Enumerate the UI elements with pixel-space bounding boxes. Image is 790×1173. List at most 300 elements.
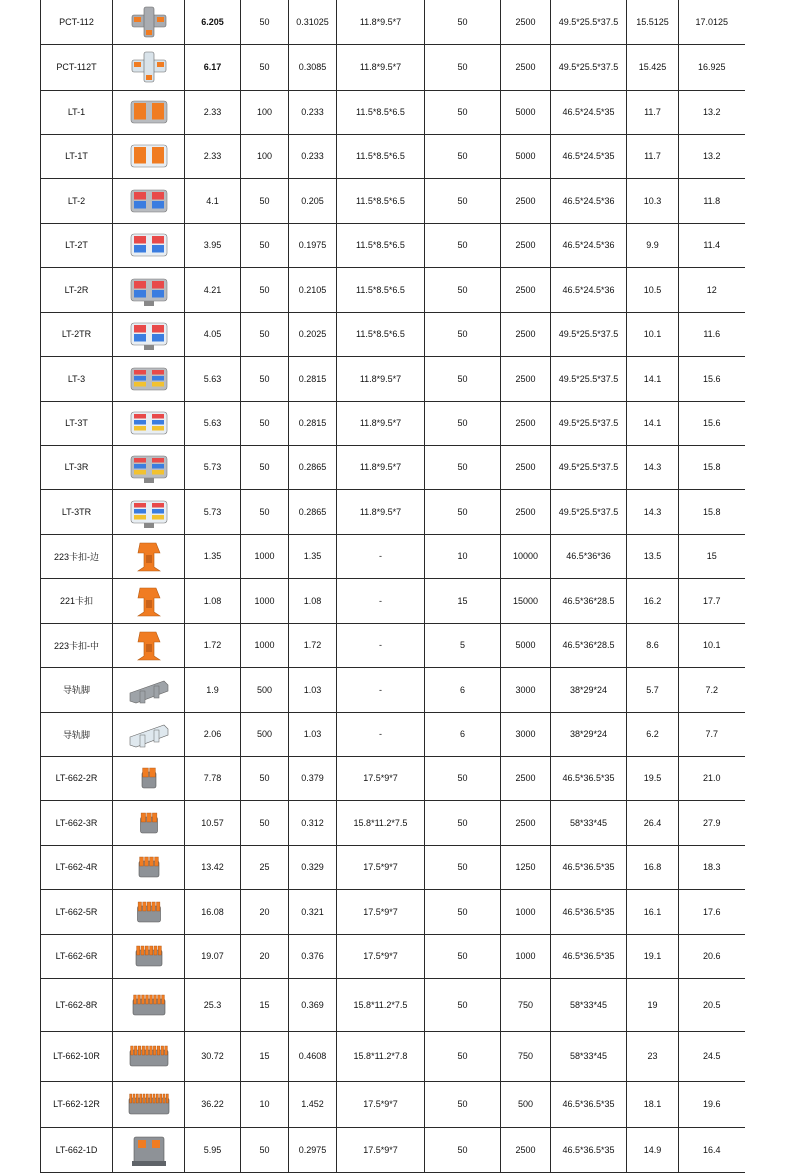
inner-qty-cell: 50 [425, 312, 501, 356]
carton-pcs-cell: 15000 [501, 578, 551, 623]
model-cell: LT-1 [41, 90, 113, 134]
gross-weight-cell: 16.925 [679, 44, 745, 90]
inner-qty-cell: 50 [425, 934, 501, 978]
pack-qty-cell: 100 [241, 134, 289, 178]
product-size-cell: 11.8*9.5*7 [337, 445, 425, 489]
product-spec-table [40, 0, 745, 1173]
carton-size-cell: 46.5*36.5*35 [551, 1081, 627, 1127]
pack-weight-cell: 0.379 [289, 756, 337, 800]
product-image-cell [113, 934, 185, 978]
pack-qty-cell: 500 [241, 712, 289, 756]
table-row [41, 267, 745, 312]
unit-weight-cell: 19.07 [185, 934, 241, 978]
table-row [41, 623, 745, 667]
inner-qty-cell: 50 [425, 267, 501, 312]
product-image-cell [113, 756, 185, 800]
product-image-cell [113, 800, 185, 845]
pack-qty-cell: 1000 [241, 578, 289, 623]
inline-3-clear-rail-icon [126, 493, 172, 531]
table-row [41, 845, 745, 889]
gross-weight-cell: 18.3 [679, 845, 745, 889]
net-weight-cell: 19.5 [627, 756, 679, 800]
carton-size-cell: 46.5*36*36 [551, 534, 627, 578]
carton-pcs-cell: 2500 [501, 267, 551, 312]
carton-pcs-cell: 10000 [501, 534, 551, 578]
net-weight-cell: 9.9 [627, 223, 679, 267]
carton-size-cell: 58*33*45 [551, 800, 627, 845]
gross-weight-cell: 12 [679, 267, 745, 312]
product-image-cell [113, 0, 185, 44]
product-image-cell [113, 1127, 185, 1172]
inner-qty-cell: 50 [425, 978, 501, 1031]
pack-weight-cell: 0.2865 [289, 489, 337, 534]
pack-qty-cell: 10 [241, 1081, 289, 1127]
unit-weight-cell: 6.17 [185, 44, 241, 90]
unit-weight-cell: 2.33 [185, 90, 241, 134]
carton-size-cell: 58*33*45 [551, 1031, 627, 1081]
unit-weight-cell: 6.205 [185, 0, 241, 44]
pack-qty-cell: 1000 [241, 623, 289, 667]
pack-weight-cell: 0.3085 [289, 44, 337, 90]
product-size-cell: 11.5*8.5*6.5 [337, 267, 425, 312]
pack-weight-cell: 0.4608 [289, 1031, 337, 1081]
model-cell: LT-3 [41, 356, 113, 401]
unit-weight-cell: 1.08 [185, 578, 241, 623]
net-weight-cell: 10.1 [627, 312, 679, 356]
inline-1-clear-icon [126, 137, 172, 175]
pack-weight-cell: 0.376 [289, 934, 337, 978]
pack-qty-cell: 20 [241, 934, 289, 978]
pack-weight-cell: 0.369 [289, 978, 337, 1031]
gross-weight-cell: 27.9 [679, 800, 745, 845]
model-cell: LT-3TR [41, 489, 113, 534]
pack-qty-cell: 100 [241, 90, 289, 134]
product-size-cell: - [337, 712, 425, 756]
pack-weight-cell: 0.2815 [289, 401, 337, 445]
product-size-cell: 11.5*8.5*6.5 [337, 223, 425, 267]
gross-weight-cell: 20.6 [679, 934, 745, 978]
lever-12-icon [126, 1085, 172, 1123]
inner-qty-cell: 50 [425, 1127, 501, 1172]
inner-qty-cell: 50 [425, 401, 501, 445]
unit-weight-cell: 16.08 [185, 889, 241, 934]
inline-2-icon [126, 182, 172, 220]
table-row [41, 134, 745, 178]
carton-size-cell: 46.5*24.5*36 [551, 267, 627, 312]
carton-pcs-cell: 2500 [501, 312, 551, 356]
net-weight-cell: 18.1 [627, 1081, 679, 1127]
product-image-cell [113, 90, 185, 134]
net-weight-cell: 14.1 [627, 401, 679, 445]
unit-weight-cell: 3.95 [185, 223, 241, 267]
pack-weight-cell: 0.233 [289, 90, 337, 134]
inner-qty-cell: 50 [425, 800, 501, 845]
model-cell: LT-3R [41, 445, 113, 489]
table-row [41, 756, 745, 800]
pack-weight-cell: 1.03 [289, 712, 337, 756]
pack-qty-cell: 50 [241, 44, 289, 90]
carton-pcs-cell: 5000 [501, 623, 551, 667]
net-weight-cell: 23 [627, 1031, 679, 1081]
table-row [41, 578, 745, 623]
product-size-cell: 11.8*9.5*7 [337, 489, 425, 534]
table-row [41, 1127, 745, 1172]
unit-weight-cell: 2.33 [185, 134, 241, 178]
table-row [41, 312, 745, 356]
net-weight-cell: 16.8 [627, 845, 679, 889]
unit-weight-cell: 1.9 [185, 667, 241, 712]
unit-weight-cell: 5.95 [185, 1127, 241, 1172]
table-row [41, 44, 745, 90]
model-cell: LT-2 [41, 178, 113, 223]
pack-qty-cell: 50 [241, 312, 289, 356]
product-size-cell: 17.5*9*7 [337, 1127, 425, 1172]
pack-weight-cell: 1.35 [289, 534, 337, 578]
gross-weight-cell: 10.1 [679, 623, 745, 667]
model-cell: LT-2T [41, 223, 113, 267]
net-weight-cell: 14.3 [627, 489, 679, 534]
net-weight-cell: 26.4 [627, 800, 679, 845]
pack-weight-cell: 1.03 [289, 667, 337, 712]
net-weight-cell: 10.3 [627, 178, 679, 223]
product-image-cell [113, 623, 185, 667]
product-size-cell: 15.8*11.2*7.5 [337, 800, 425, 845]
lever-10-icon [126, 1037, 172, 1075]
net-weight-cell: 16.1 [627, 889, 679, 934]
model-cell: LT-662-12R [41, 1081, 113, 1127]
net-weight-cell: 16.2 [627, 578, 679, 623]
model-cell: LT-662-6R [41, 934, 113, 978]
model-cell: LT-662-8R [41, 978, 113, 1031]
carton-size-cell: 46.5*36.5*35 [551, 934, 627, 978]
carton-size-cell: 49.5*25.5*37.5 [551, 489, 627, 534]
inline-1-icon [126, 93, 172, 131]
net-weight-cell: 6.2 [627, 712, 679, 756]
table-body [41, 0, 745, 1172]
carton-size-cell: 46.5*36.5*35 [551, 1127, 627, 1172]
model-cell: PCT-112 [41, 0, 113, 44]
gross-weight-cell: 15.8 [679, 489, 745, 534]
carton-size-cell: 49.5*25.5*37.5 [551, 44, 627, 90]
product-image-cell [113, 578, 185, 623]
gross-weight-cell: 20.5 [679, 978, 745, 1031]
inner-qty-cell: 50 [425, 845, 501, 889]
carton-pcs-cell: 2500 [501, 756, 551, 800]
gross-weight-cell: 7.2 [679, 667, 745, 712]
product-image-cell [113, 312, 185, 356]
table-row [41, 223, 745, 267]
table-row [41, 800, 745, 845]
gross-weight-cell: 21.0 [679, 756, 745, 800]
net-weight-cell: 14.1 [627, 356, 679, 401]
table-row [41, 534, 745, 578]
t-connector-clear-icon [126, 48, 172, 86]
table-row [41, 401, 745, 445]
carton-pcs-cell: 2500 [501, 489, 551, 534]
gross-weight-cell: 19.6 [679, 1081, 745, 1127]
pack-weight-cell: 1.72 [289, 623, 337, 667]
model-cell: LT-662-4R [41, 845, 113, 889]
table-row [41, 445, 745, 489]
carton-size-cell: 38*29*24 [551, 712, 627, 756]
pack-qty-cell: 15 [241, 1031, 289, 1081]
carton-pcs-cell: 2500 [501, 44, 551, 90]
pack-qty-cell: 50 [241, 800, 289, 845]
pack-weight-cell: 1.08 [289, 578, 337, 623]
product-image-cell [113, 356, 185, 401]
inner-qty-cell: 6 [425, 712, 501, 756]
net-weight-cell: 14.9 [627, 1127, 679, 1172]
model-cell: 221卡扣 [41, 578, 113, 623]
gross-weight-cell: 7.7 [679, 712, 745, 756]
pack-weight-cell: 0.2025 [289, 312, 337, 356]
carton-size-cell: 49.5*25.5*37.5 [551, 0, 627, 44]
unit-weight-cell: 7.78 [185, 756, 241, 800]
inner-qty-cell: 50 [425, 756, 501, 800]
model-cell: 223卡扣-中 [41, 623, 113, 667]
gross-weight-cell: 17.0125 [679, 0, 745, 44]
product-size-cell: 15.8*11.2*7.8 [337, 1031, 425, 1081]
pack-qty-cell: 50 [241, 1127, 289, 1172]
unit-weight-cell: 1.72 [185, 623, 241, 667]
clip-orange-icon [126, 537, 172, 575]
product-image-cell [113, 223, 185, 267]
product-size-cell: 11.5*8.5*6.5 [337, 134, 425, 178]
net-weight-cell: 5.7 [627, 667, 679, 712]
unit-weight-cell: 5.63 [185, 401, 241, 445]
model-cell: LT-2R [41, 267, 113, 312]
product-image-cell [113, 134, 185, 178]
pack-qty-cell: 50 [241, 356, 289, 401]
table-row [41, 178, 745, 223]
product-image-cell [113, 667, 185, 712]
product-size-cell: 11.5*8.5*6.5 [337, 312, 425, 356]
pack-qty-cell: 500 [241, 667, 289, 712]
product-size-cell: - [337, 623, 425, 667]
carton-pcs-cell: 3000 [501, 667, 551, 712]
rail-foot-grey-icon [126, 671, 172, 709]
inner-qty-cell: 15 [425, 578, 501, 623]
product-size-cell: - [337, 534, 425, 578]
table-row [41, 1031, 745, 1081]
pack-weight-cell: 1.452 [289, 1081, 337, 1127]
lever-3-icon [126, 804, 172, 842]
pack-weight-cell: 0.1975 [289, 223, 337, 267]
table-row [41, 90, 745, 134]
pack-weight-cell: 0.205 [289, 178, 337, 223]
product-image-cell [113, 1081, 185, 1127]
inline-2-rail-icon [126, 271, 172, 309]
inline-2-clear-icon [126, 226, 172, 264]
table-row [41, 0, 745, 44]
product-image-cell [113, 845, 185, 889]
model-cell: 导轨脚 [41, 712, 113, 756]
inner-qty-cell: 6 [425, 667, 501, 712]
inner-qty-cell: 50 [425, 1081, 501, 1127]
inner-qty-cell: 50 [425, 90, 501, 134]
product-image-cell [113, 534, 185, 578]
model-cell: 223卡扣-边 [41, 534, 113, 578]
carton-pcs-cell: 5000 [501, 90, 551, 134]
product-size-cell: 17.5*9*7 [337, 1081, 425, 1127]
inner-qty-cell: 50 [425, 1031, 501, 1081]
model-cell: LT-2TR [41, 312, 113, 356]
gross-weight-cell: 13.2 [679, 90, 745, 134]
gross-weight-cell: 15.6 [679, 356, 745, 401]
model-cell: LT-662-1D [41, 1127, 113, 1172]
pack-weight-cell: 0.329 [289, 845, 337, 889]
product-image-cell [113, 267, 185, 312]
carton-pcs-cell: 500 [501, 1081, 551, 1127]
carton-size-cell: 46.5*36.5*35 [551, 889, 627, 934]
model-cell: PCT-112T [41, 44, 113, 90]
carton-pcs-cell: 2500 [501, 178, 551, 223]
pack-qty-cell: 50 [241, 756, 289, 800]
pack-qty-cell: 1000 [241, 534, 289, 578]
pack-weight-cell: 0.31025 [289, 0, 337, 44]
carton-pcs-cell: 750 [501, 978, 551, 1031]
carton-pcs-cell: 2500 [501, 445, 551, 489]
model-cell: 导轨脚 [41, 667, 113, 712]
lever-6-icon [126, 937, 172, 975]
table-row [41, 934, 745, 978]
pack-weight-cell: 0.321 [289, 889, 337, 934]
carton-size-cell: 49.5*25.5*37.5 [551, 445, 627, 489]
product-size-cell: 11.8*9.5*7 [337, 44, 425, 90]
inner-qty-cell: 50 [425, 178, 501, 223]
net-weight-cell: 10.5 [627, 267, 679, 312]
table-row [41, 712, 745, 756]
carton-pcs-cell: 2500 [501, 401, 551, 445]
product-size-cell: - [337, 667, 425, 712]
carton-pcs-cell: 2500 [501, 356, 551, 401]
lever-5-icon [126, 893, 172, 931]
table-row [41, 667, 745, 712]
inner-qty-cell: 50 [425, 134, 501, 178]
product-image-cell [113, 712, 185, 756]
inline-2-clear-rail-icon [126, 315, 172, 353]
net-weight-cell: 13.5 [627, 534, 679, 578]
product-size-cell: 11.5*8.5*6.5 [337, 178, 425, 223]
pack-qty-cell: 50 [241, 178, 289, 223]
gross-weight-cell: 16.4 [679, 1127, 745, 1172]
pack-weight-cell: 0.233 [289, 134, 337, 178]
pack-qty-cell: 50 [241, 267, 289, 312]
inner-qty-cell: 50 [425, 445, 501, 489]
unit-weight-cell: 5.73 [185, 445, 241, 489]
net-weight-cell: 11.7 [627, 134, 679, 178]
unit-weight-cell: 25.3 [185, 978, 241, 1031]
unit-weight-cell: 4.21 [185, 267, 241, 312]
unit-weight-cell: 5.63 [185, 356, 241, 401]
lever-8-icon [126, 986, 172, 1024]
product-size-cell: 15.8*11.2*7.5 [337, 978, 425, 1031]
pack-weight-cell: 0.312 [289, 800, 337, 845]
unit-weight-cell: 30.72 [185, 1031, 241, 1081]
product-image-cell [113, 445, 185, 489]
inner-qty-cell: 10 [425, 534, 501, 578]
gross-weight-cell: 15 [679, 534, 745, 578]
pack-qty-cell: 50 [241, 489, 289, 534]
carton-pcs-cell: 2500 [501, 1127, 551, 1172]
net-weight-cell: 19.1 [627, 934, 679, 978]
model-cell: LT-662-5R [41, 889, 113, 934]
product-size-cell: 17.5*9*7 [337, 845, 425, 889]
table-row [41, 978, 745, 1031]
lever-2-icon [126, 759, 172, 797]
carton-size-cell: 46.5*24.5*36 [551, 178, 627, 223]
product-size-cell: 17.5*9*7 [337, 889, 425, 934]
model-cell: LT-662-10R [41, 1031, 113, 1081]
unit-weight-cell: 10.57 [185, 800, 241, 845]
inner-qty-cell: 5 [425, 623, 501, 667]
unit-weight-cell: 1.35 [185, 534, 241, 578]
clip-orange-3-icon [126, 626, 172, 664]
carton-size-cell: 46.5*24.5*36 [551, 223, 627, 267]
carton-pcs-cell: 1000 [501, 889, 551, 934]
product-image-cell [113, 178, 185, 223]
product-size-cell: 11.5*8.5*6.5 [337, 90, 425, 134]
gross-weight-cell: 11.4 [679, 223, 745, 267]
pack-qty-cell: 50 [241, 0, 289, 44]
t-connector-orange-icon [126, 3, 172, 41]
model-cell: LT-1T [41, 134, 113, 178]
net-weight-cell: 15.425 [627, 44, 679, 90]
inline-3-clear-icon [126, 404, 172, 442]
model-cell: LT-3T [41, 401, 113, 445]
carton-pcs-cell: 2500 [501, 223, 551, 267]
unit-weight-cell: 4.1 [185, 178, 241, 223]
net-weight-cell: 15.5125 [627, 0, 679, 44]
unit-weight-cell: 13.42 [185, 845, 241, 889]
unit-weight-cell: 5.73 [185, 489, 241, 534]
inner-qty-cell: 50 [425, 489, 501, 534]
table-row [41, 489, 745, 534]
product-size-cell: 17.5*9*7 [337, 934, 425, 978]
unit-weight-cell: 2.06 [185, 712, 241, 756]
carton-pcs-cell: 5000 [501, 134, 551, 178]
product-image-cell [113, 1031, 185, 1081]
carton-pcs-cell: 1250 [501, 845, 551, 889]
table-row [41, 889, 745, 934]
inline-3-rail-icon [126, 448, 172, 486]
product-image-cell [113, 489, 185, 534]
carton-pcs-cell: 2500 [501, 800, 551, 845]
net-weight-cell: 14.3 [627, 445, 679, 489]
pack-qty-cell: 50 [241, 445, 289, 489]
inner-qty-cell: 50 [425, 889, 501, 934]
gross-weight-cell: 17.7 [679, 578, 745, 623]
inner-qty-cell: 50 [425, 44, 501, 90]
clip-orange-2-icon [126, 582, 172, 620]
carton-size-cell: 49.5*25.5*37.5 [551, 401, 627, 445]
model-cell: LT-662-2R [41, 756, 113, 800]
gross-weight-cell: 13.2 [679, 134, 745, 178]
gross-weight-cell: 15.6 [679, 401, 745, 445]
gross-weight-cell: 11.6 [679, 312, 745, 356]
inline-3-icon [126, 360, 172, 398]
product-image-cell [113, 978, 185, 1031]
unit-weight-cell: 4.05 [185, 312, 241, 356]
gross-weight-cell: 15.8 [679, 445, 745, 489]
carton-size-cell: 46.5*24.5*35 [551, 90, 627, 134]
inner-qty-cell: 50 [425, 0, 501, 44]
carton-size-cell: 58*33*45 [551, 978, 627, 1031]
pack-qty-cell: 15 [241, 978, 289, 1031]
table-row [41, 356, 745, 401]
rail-foot-clear-icon [126, 715, 172, 753]
product-size-cell: 17.5*9*7 [337, 756, 425, 800]
